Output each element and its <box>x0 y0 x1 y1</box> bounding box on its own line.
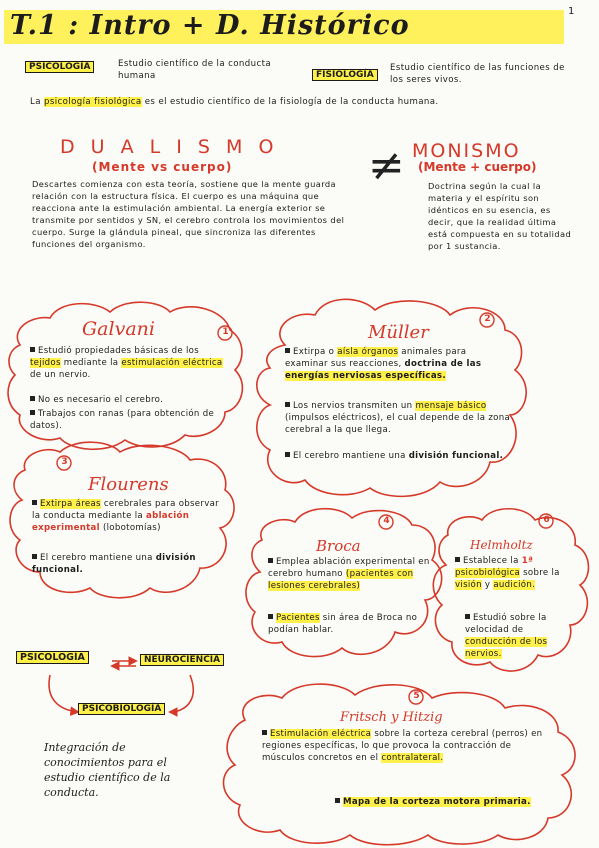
diagram-caption: Integración de conocimientos para el estudio científico de la conducta. <box>44 741 171 799</box>
broca-number: 4 <box>383 516 390 526</box>
broca-name: Broca <box>316 537 361 555</box>
diagram-psicobiologia: PSICOBIOLOGÍA <box>78 704 165 714</box>
not-equal-symbol: ≠ <box>368 140 405 191</box>
broca-bullet-2: Pacientes sin área de Broca no podían hablar. <box>268 613 418 635</box>
intro-highlight: psicología fisiológica <box>44 97 142 107</box>
galvani-bullet-3: Trabajos con ranas (para obtención de datos). <box>30 409 215 431</box>
muller-name: Müller <box>368 322 429 343</box>
muller-number: 2 <box>484 314 491 324</box>
monismo-subtitle: (Mente + cuerpo) <box>418 160 537 174</box>
fisiologia-definition: Estudio científico de las funciones de los seres vivos. <box>390 63 565 85</box>
dualismo-text: Descartes comienza con esta teoría, sostiene que la mente guarda relación con la estructura física. El cuerpo es una máquina que reacciona ante la estimulación ambiental. La energía exterior se transmite por sentidos y SN, el cerebro controla los movimientos del cuerpo. Surge la glándula pineal, que sincroniza las diferentes funciones del organismo. <box>32 179 345 249</box>
galvani-bullet-2: No es necesario el cerebro. <box>30 394 230 406</box>
fisiologia-term: FISIOLOGÍA <box>312 70 378 80</box>
helmholtz-name: Helmholtz <box>470 538 533 552</box>
muller-bullet-1: Extirpa o aísla órganos animales para examinar sus reacciones, doctrina de las energías nerviosas específicas. <box>285 347 482 381</box>
flourens-bullet-2: El cerebro mantiene una división funcional. <box>32 553 196 575</box>
flourens-bullet-1: Extirpa áreas cerebrales para observar la conducta mediante la ablación experimental (lobotomías) <box>32 499 219 533</box>
helmholtz-bullet-2: Estudió sobre la velocidad de conducción de los nervios. <box>465 613 548 659</box>
dualismo-title: D U A L I S M O <box>60 136 279 158</box>
fritsch-bullet-2: Mapa de la corteza motora primaria. <box>335 796 535 808</box>
flourens-number: 3 <box>61 457 68 467</box>
fritsch-bullet-1: Estimulación eléctrica sobre la corteza cerebral (perros) en regiones específicas, lo que provoca la contracción de músculos concretos en el contralateral. <box>262 729 543 763</box>
galvani-number: 1 <box>222 327 229 337</box>
fritsch-name: Fritsch y Hitzig <box>340 710 443 725</box>
flourens-name: Flourens <box>88 474 169 495</box>
diagram-neurociencia: NEUROCIENCIA <box>140 655 224 665</box>
dualismo-subtitle: (Mente vs cuerpo) <box>92 160 233 174</box>
galvani-bullet-1: Estudió propiedades básicas de los tejidos mediante la estimulación eléctrica de un nervio. <box>30 346 223 380</box>
helmholtz-number: 6 <box>543 515 550 525</box>
intro-sentence: La psicología fisiológica es el estudio científico de la fisiología de la conducta humana. <box>30 97 439 107</box>
monismo-title: MONISMO <box>412 140 521 162</box>
psicologia-term: PSICOLOGÍA <box>25 62 94 72</box>
galvani-name: Galvani <box>82 318 155 340</box>
diagram-psicologia: PSICOLOGÍA <box>16 652 89 663</box>
fritsch-cloud <box>224 684 576 845</box>
page-number: 1 <box>568 6 575 17</box>
psicologia-definition: Estudio científico de la conducta humana <box>118 59 272 81</box>
helmholtz-bullet-1: Establece la 1ª psicobiológica sobre la visión y audición. <box>455 556 560 590</box>
muller-bullet-2: Los nervios transmiten un mensaje básico (impulsos eléctricos), el cual depende de la zona cerebral a la que llega. <box>285 401 511 435</box>
broca-bullet-1: Emplea ablación experimental en cerebro humano (pacientes con lesiones cerebrales) <box>268 557 430 591</box>
muller-bullet-3: El cerebro mantiene una división funcional. <box>285 450 510 462</box>
monismo-text: Doctrina según la cual la materia y el espíritu son idénticos en su esencia, es decir, que la realidad última está compuesta en su totalidad por 1 sustancia. <box>428 181 572 251</box>
fritsch-number: 5 <box>413 691 420 701</box>
page-title: T.1 : Intro + D. Histórico <box>10 10 410 41</box>
